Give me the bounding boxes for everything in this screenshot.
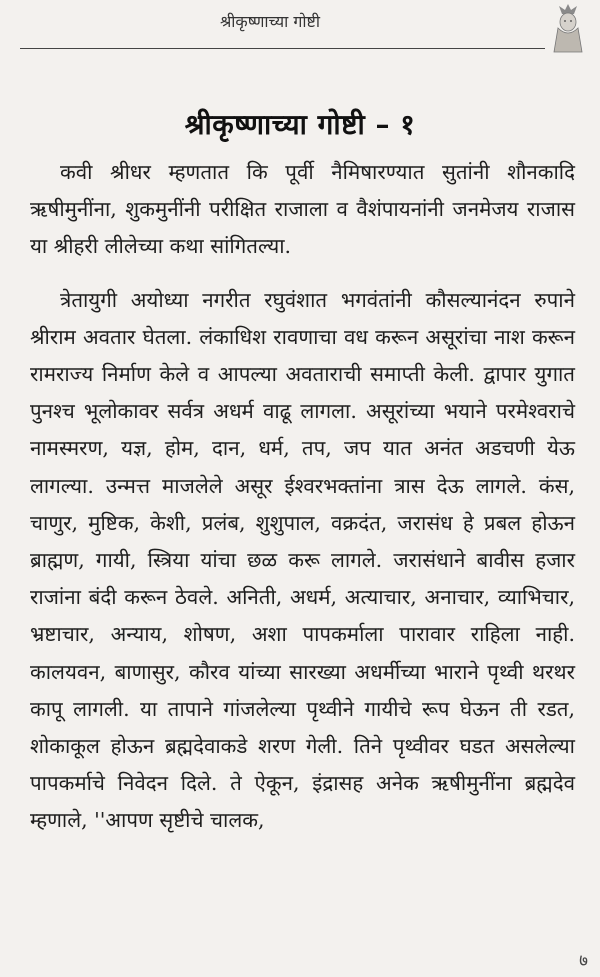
chapter-title: श्रीकृष्णाच्या गोष्टी – १ xyxy=(184,107,416,141)
running-header: श्रीकृष्णाच्या गोष्टी xyxy=(219,12,321,31)
body-text xyxy=(30,154,575,840)
paragraph-2: त्रेतायुगी अयोध्या नगरीत रघुवंशात भगवंतांनी कौसल्यानंदन रुपाने श्रीराम अवतार घेतला. लंकाधिश रावणाचा वध करून असूरांचा नाश करून रामराज्य निर्माण केले व आपल्या अवताराची समाप्ती केली. द्वापार युगात पुनश्च भूलोकावर सर्वत्र अधर्म वाढू लागला. असूरांच्या भयाने परमेश्वराचे नामस्मरण, यज्ञ, होम, दान, धर्म, तप, जप यात अनंत अडचणी येऊ लागल्या. उन्मत्त माजलेले असूर ईश्वरभक्तांना त्रास देऊ लागले. कंस, चाणुर, मुष्टिक, केशी, प्रलंब, शुशुपाल, वक्रदंत, जरासंध हे प्रबल होऊन ब्राह्मण, गायी, स्त्रिया यांचा छळ करू लागले. जरासंधाने बावीस हजार राजांना बंदी करून ठेवले. अनिती, अधर्म, अत्याचार, अनाचार, व्याभिचार, भ्रष्टाचार, अन्याय, शोषण, अशा पापकर्माला पारावार राहिला नाही. कालयवन, बाणासुर, कौरव यांच्या सारख्या अधर्मीच्या भाराने पृथ्वी थरथर कापू लागली. या तापाने गांजलेल्या पृथ्वीने गायीचे रूप घेऊन ती रडत, शोकाकूल होऊन ब्रह्मदेवाकडे शरण गेली. तिने पृथ्वीवर घडत असलेल्या पापकर्माचे निवेदन दिले. ते ऐकून, इंद्रासह अनेक ऋषीमुनींना ब्रह्मदेव म्हणाले, ''आपण सृष्टीचे चालक, xyxy=(30,287,575,833)
page-number: ७ xyxy=(579,951,588,971)
krishna-portrait-icon xyxy=(546,2,590,56)
paragraph-1: कवी श्रीधर म्हणतात कि पूर्वी नैमिषारण्यात सुतांनी शौनकादि ऋषीमुनींना, शुकमुनींनी परीक्षित राजाला व वैशंपायनांनी जनमेजय राजास या श्रीहरी लीलेच्या कथा सांगितल्या. xyxy=(30,160,575,259)
header-rule xyxy=(20,48,545,49)
